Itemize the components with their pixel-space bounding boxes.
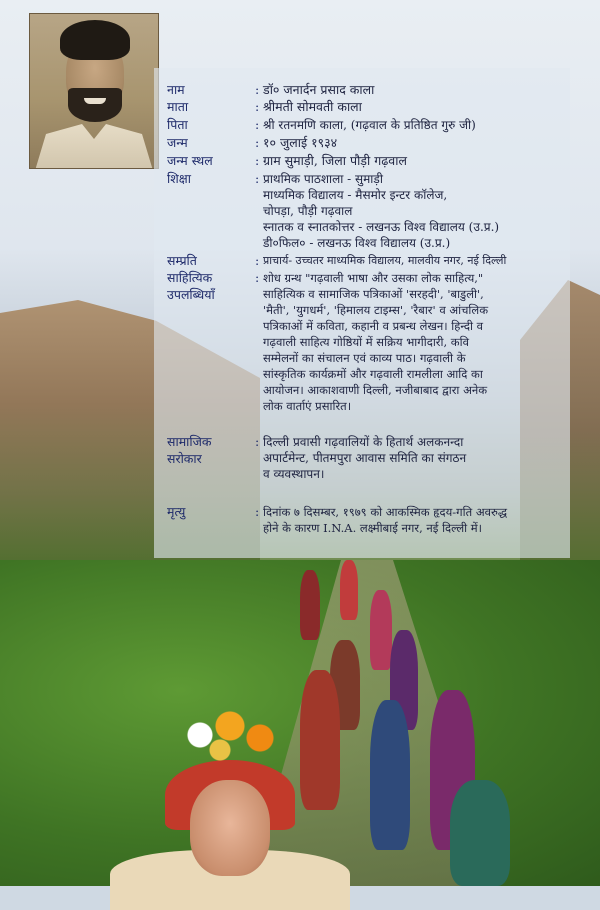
name-value: डॉ० जनार्दन प्रसाद काला [263, 82, 375, 97]
literary-line: पत्रिकाओं में कविता, कहानी व प्रबन्ध लेखन। हिन्दी व [263, 319, 484, 333]
literary-line: आयोजन। आकाशवाणी दिल्ली, नजीबाबाद द्वारा अनेक [263, 383, 488, 397]
education-line: डी०फिल० - लखनऊ विश्व विद्यालय (उ.प्र.) [263, 236, 451, 250]
birth-value: १० जुलाई १९३४ [263, 135, 338, 150]
literary-line: गढ़वाली साहित्य गोष्ठियों में सक्रिय भागीदारी, कवि [263, 335, 469, 349]
birth-row [167, 135, 567, 151]
death-lines [263, 504, 563, 536]
literary-line: सांस्कृतिक कार्यक्रमों और गढ़वाली रामलीला आदि का [263, 367, 483, 381]
colon: : [255, 153, 260, 168]
colon: : [255, 171, 260, 186]
colon: : [255, 135, 260, 150]
literary-label-1: साहित्यिक [167, 270, 213, 285]
colon: : [255, 99, 260, 114]
mother-label: माता [167, 99, 189, 114]
current-value: प्राचार्य- उच्चतर माध्यमिक विद्यालय, मालवीय नगर, नई दिल्ली [263, 254, 507, 267]
colon: : [255, 117, 260, 132]
education-line: प्राथमिक पाठशाला - सुमाड़ी [263, 172, 383, 186]
death-line: होने के कारण I.N.A. लक्ष्मीबाई नगर, नई दिल्ली में। [263, 521, 483, 535]
current-row [167, 253, 567, 269]
death-label: मृत्यु [167, 504, 186, 519]
birthplace-value: ग्राम सुमाड़ी, जिला पौड़ी गढ़वाल [263, 153, 407, 168]
education-label: शिक्षा [167, 171, 191, 186]
education-line: माध्यमिक विद्यालय - मैसमोर इन्टर कॉलेज, [263, 188, 448, 202]
social-line: व व्यवस्थापन। [263, 467, 325, 481]
name-row [167, 82, 567, 98]
literary-line: साहित्यिक व सामाजिक पत्रिकाओं 'सरहदी', 'बाडुली', [263, 287, 484, 301]
social-lines [263, 434, 563, 482]
education-line: चोपड़ा, पौड़ी गढ़वाल [263, 204, 353, 218]
portrait-photo [29, 13, 159, 169]
colon: : [255, 253, 260, 268]
social-line: अपार्टमेन्ट, पीतमपुरा आवास समिति का संगठन [263, 451, 467, 465]
death-line: दिनांक ७ दिसम्बर, १९७९ को आकस्मिक हृदय-गति अवरुद्ध [263, 505, 508, 519]
social-line: दिल्ली प्रवासी गढ़वालियों के हितार्थ अलकनन्दा [263, 435, 464, 449]
colon: : [255, 504, 260, 519]
death-row [167, 504, 567, 540]
colon: : [255, 434, 260, 449]
social-label-1: सामाजिक [167, 434, 212, 449]
education-line: स्नातक व स्नातकोत्तर - लखनऊ विश्व विद्यालय (उ.प्र.) [263, 220, 500, 234]
literary-label-2: उपलब्धियाँ [167, 287, 215, 302]
literary-line: शोध ग्रन्थ "गढ़वाली भाषा और उसका लोक साहित्य," [263, 271, 484, 285]
father-row [167, 117, 567, 133]
name-label: नाम [167, 82, 185, 97]
mother-row [167, 99, 567, 115]
birth-label: जन्म [167, 135, 188, 150]
birthplace-label: जन्म स्थल [167, 153, 213, 168]
mother-value: श्रीमती सोमवती काला [263, 99, 362, 114]
education-row [167, 171, 567, 261]
education-lines [263, 171, 563, 251]
literary-line: लोक वार्ताएं प्रसारित। [263, 399, 352, 413]
colon: : [255, 82, 260, 97]
literary-line: सम्मेलनों का संचालन एवं काव्य पाठ। गढ़वाली के [263, 351, 466, 365]
birthplace-row [167, 153, 567, 169]
social-row [167, 434, 567, 490]
father-value: श्री रतनमणि काला, (गढ़वाल के प्रतिष्ठित गुरु जी) [263, 118, 476, 132]
current-label: सम्प्रति [167, 253, 197, 268]
social-label-2: सरोकार [167, 451, 202, 466]
colon: : [255, 270, 260, 285]
father-label: पिता [167, 117, 188, 132]
flower-bouquet [180, 705, 280, 765]
literary-line: 'मैती', 'युगधर्म', 'हिमालय टाइम्स', 'रैबार' व आंचलिक [263, 303, 489, 317]
literary-row [167, 270, 567, 420]
literary-lines [263, 270, 563, 414]
